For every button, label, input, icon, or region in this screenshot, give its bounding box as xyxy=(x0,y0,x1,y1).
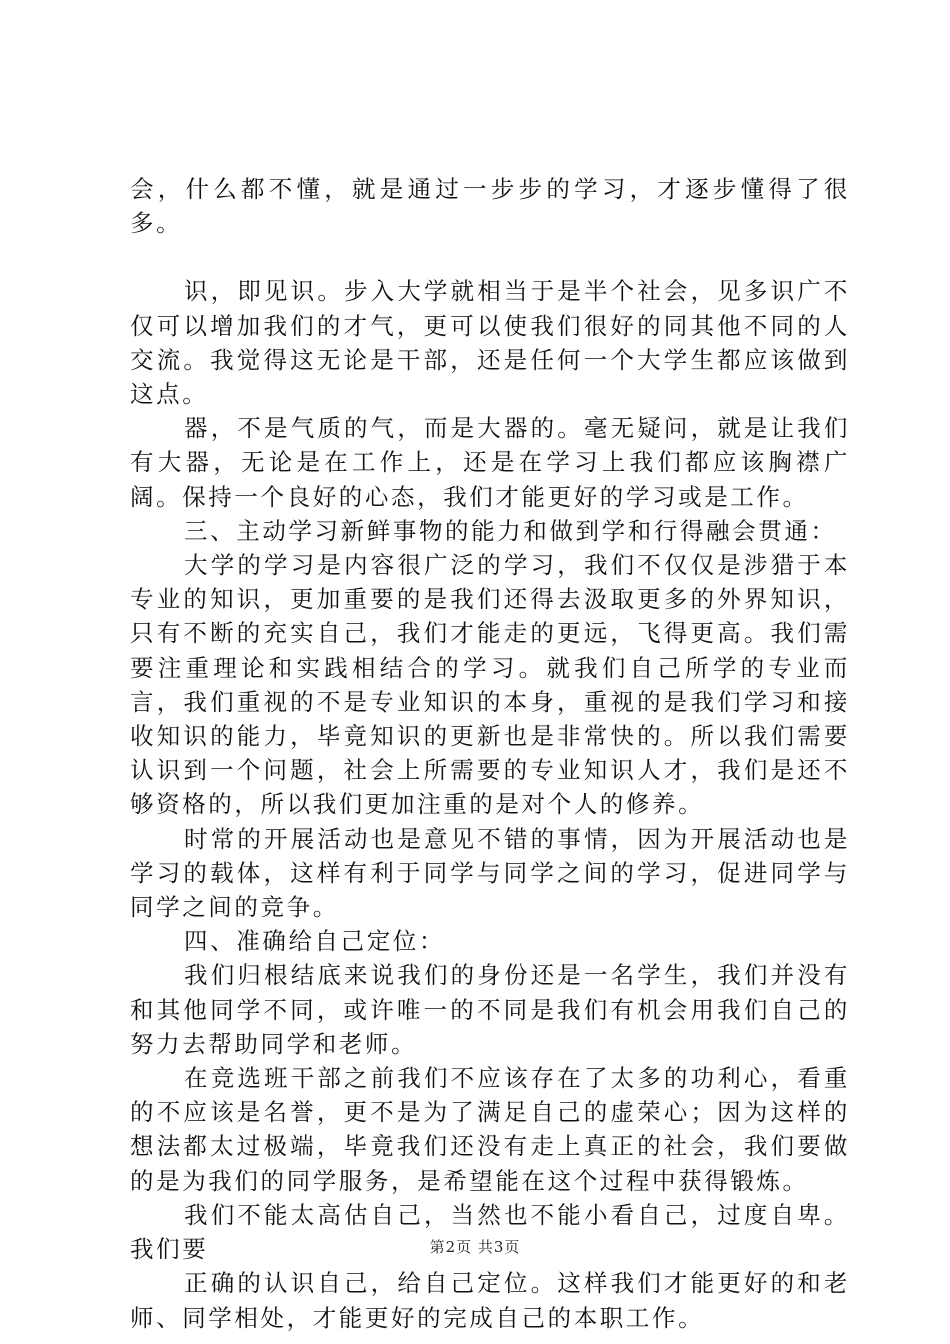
page-number-footer: 第2页 共3页 xyxy=(429,1238,521,1256)
document-body xyxy=(130,172,850,1335)
paragraph-self-positioning: 正确的认识自己，给自己定位。这样我们才能更好的和老师、同学相处，才能更好的完成自己的本职工作。 xyxy=(130,1269,850,1332)
paragraph-identity: 我们归根结底来说我们的身份还是一名学生，我们并没有和其他同学不同，或许唯一的不同是我们有机会用我们自己的努力去帮助同学和老师。 xyxy=(130,961,850,1058)
section-heading-three: 三、主动学习新鲜事物的能力和做到学和行得融会贯通： xyxy=(184,516,837,545)
paragraph-self-estimate: 我们不能太高估自己，当然也不能小看自己，过度自卑。我们要 xyxy=(130,1200,850,1264)
paragraph-continuation: 会，什么都不懂，就是通过一步步的学习，才逐步懂得了很多。 xyxy=(130,175,850,238)
paragraph-university-learning: 大学的学习是内容很广泛的学习，我们不仅仅是涉猎于本专业的知识，更加重要的是我们还得去汲取更多的外界知识，只有不断的充实自己，我们才能走的更远，飞得更高。我们需要注重理论和实践相结合的学习。就我们自己所学的专业而言，我们重视的不是专业知识的本身，重视的是我们学习和接收知识的能力，毕竟知识的更新也是非常快的。所以我们需要认识到一个问题，社会上所需要的专业知识人才，我们是还不够资格的，所以我们更加注重的是对个人的修养。 xyxy=(130,551,850,819)
section-heading-four: 四、准确给自己定位： xyxy=(184,927,446,956)
paragraph-capacity: 器，不是气质的气，而是大器的。毫无疑问，就是让我们有大器，无论是在工作上，还是在学习上我们都应该胸襟广阔。保持一个良好的心态，我们才能更好的学习或是工作。 xyxy=(130,414,850,511)
paragraph-knowledge: 识，即见识。步入大学就相当于是半个社会，见多识广不仅可以增加我们的才气，更可以使我们很好的同其他不同的人交流。我觉得这无论是干部，还是任何一个大学生都应该做到这点。 xyxy=(130,277,850,409)
paragraph-election: 在竞选班干部之前我们不应该存在了太多的功利心，看重的不应该是名誉，更不是为了满足自己的虚荣心；因为这样的想法都太过极端，毕竟我们还没有走上真正的社会，我们要做的是为我们的同学服务，是希望能在这个过程中获得锻炼。 xyxy=(130,1064,850,1195)
paragraph-activities: 时常的开展活动也是意见不错的事情，因为开展活动也是学习的载体，这样有利于同学与同学之间的学习，促进同学与同学之间的竞争。 xyxy=(130,824,850,922)
